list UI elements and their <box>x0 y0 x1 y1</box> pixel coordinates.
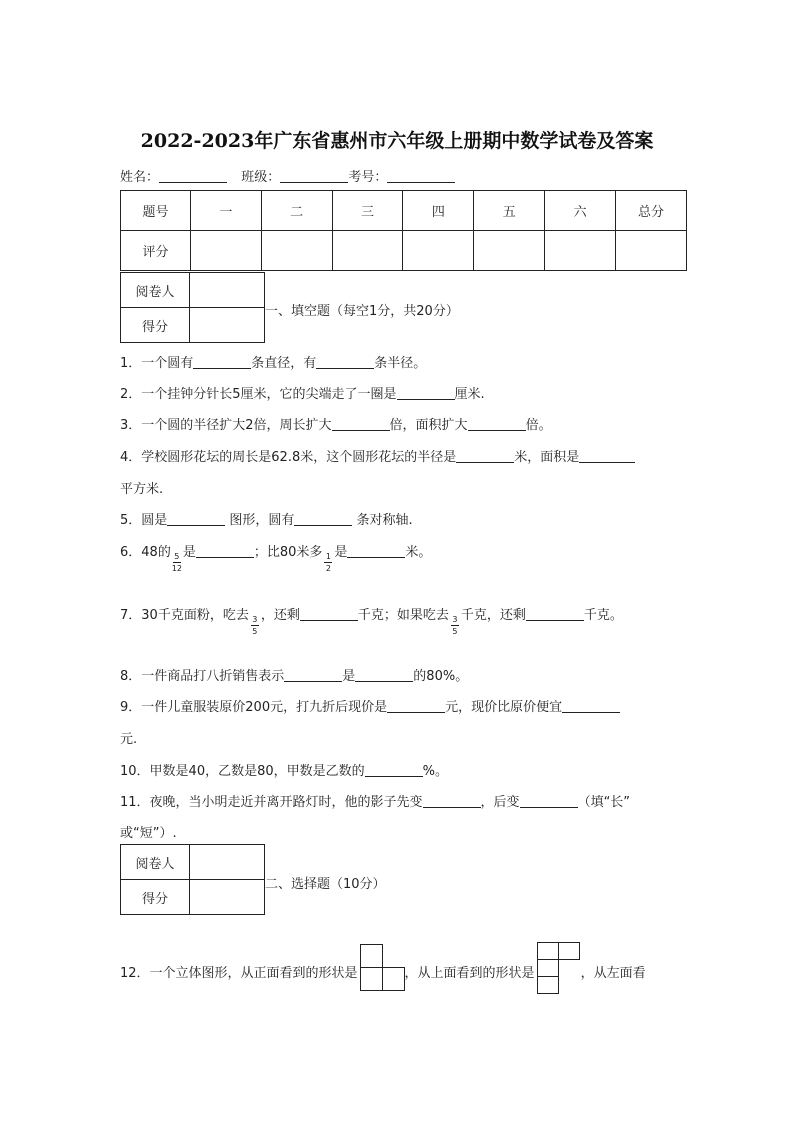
question-text: （填“长” <box>577 795 631 810</box>
answer-blank[interactable] <box>347 544 405 558</box>
name-blank[interactable] <box>159 168 227 183</box>
question-8 <box>120 665 468 684</box>
question-text: %。 <box>422 764 448 779</box>
score-cell[interactable] <box>403 231 474 271</box>
page-title: 2022-2023年广东省惠州市六年级上册期中数学试卷及答案 <box>140 130 654 152</box>
question-2 <box>120 383 485 402</box>
score-header-cell: 四 <box>403 191 474 231</box>
score-table-header-row <box>121 191 687 231</box>
question-text: 是 <box>182 545 196 560</box>
score-header-cell: 二 <box>261 191 332 231</box>
question-text: ，从左面看 <box>580 966 646 981</box>
fraction-part <box>251 625 259 626</box>
question-text: 4．学校圆形花坛的周长是62.8米，这个圆形花坛的半径是 <box>120 450 457 465</box>
score-header-cell: 一 <box>190 191 261 231</box>
question-text: 米，面积是 <box>514 450 580 465</box>
answer-blank[interactable] <box>579 449 635 463</box>
question-6 <box>120 541 432 573</box>
question-text: 1．一个圆有 <box>120 356 194 371</box>
section-title-fill-blank: 一、填空题（每空1分，共20分） <box>265 304 459 319</box>
score-value-cell[interactable] <box>190 308 265 343</box>
question-text: ，还剩 <box>260 608 300 623</box>
class-blank[interactable] <box>280 168 348 183</box>
answer-blank[interactable] <box>284 668 342 682</box>
shape-square <box>360 944 383 968</box>
fraction-part <box>173 562 181 563</box>
question-5 <box>120 509 413 528</box>
score-cell[interactable] <box>616 231 687 271</box>
question-9-continued <box>120 728 137 747</box>
answer-blank[interactable] <box>193 355 251 369</box>
question-text: 厘米. <box>454 387 485 402</box>
answer-blank[interactable] <box>562 699 620 713</box>
front-view-shape <box>358 941 405 993</box>
fraction <box>171 544 183 573</box>
question-1 <box>120 352 426 371</box>
question-text: 倍。 <box>525 418 552 433</box>
answer-blank[interactable] <box>294 512 352 526</box>
fraction-part: 1 <box>325 552 331 561</box>
question-text: ，从上面看到的形状是 <box>404 966 535 981</box>
answer-blank[interactable] <box>397 386 455 400</box>
reviewer-cell[interactable] <box>190 273 265 308</box>
shape-square <box>537 942 559 960</box>
question-12 <box>120 939 646 993</box>
question-text: 元. <box>120 732 138 747</box>
reviewer-cell[interactable] <box>190 845 265 880</box>
question-text: 条对称轴. <box>352 513 413 528</box>
score-table <box>120 190 687 271</box>
student-info <box>120 166 455 185</box>
question-11-continued <box>120 822 177 841</box>
score-header-cell: 题号 <box>121 191 191 231</box>
question-text: 条直径，有 <box>251 356 317 371</box>
answer-blank[interactable] <box>332 417 390 431</box>
answer-blank[interactable] <box>316 355 374 369</box>
question-11 <box>120 791 630 810</box>
question-text: 或“短”）. <box>120 826 177 841</box>
score-header-cell: 五 <box>474 191 545 231</box>
answer-blank[interactable] <box>520 794 578 808</box>
shape-square <box>558 942 580 960</box>
exam-number-label: 考号： <box>348 170 388 185</box>
question-text: 米。 <box>405 545 432 560</box>
score-header-cell: 三 <box>332 191 403 231</box>
score-cell[interactable] <box>474 231 545 271</box>
question-7 <box>120 604 623 636</box>
answer-blank[interactable] <box>167 512 225 526</box>
question-9 <box>120 696 620 715</box>
question-text: 元，现价比原价便宜 <box>445 700 563 715</box>
question-text: 千克。 <box>583 608 623 623</box>
answer-blank[interactable] <box>456 449 514 463</box>
score-cell[interactable] <box>261 231 332 271</box>
question-text: 是 <box>342 669 356 684</box>
question-text: ；比80米多 <box>253 545 323 560</box>
fraction-part: 5 <box>252 627 258 636</box>
reviewer-label: 阅卷人 <box>121 845 190 880</box>
answer-blank[interactable] <box>365 763 423 777</box>
grader-box <box>120 272 265 343</box>
exam-number-blank[interactable] <box>387 168 455 183</box>
grader-box <box>120 844 265 915</box>
question-text: 图形，圆有 <box>225 513 295 528</box>
shape-square <box>360 967 383 991</box>
question-text: 12．一个立体图形，从正面看到的形状是 <box>120 966 358 981</box>
section-title-choice: 二、选择题（10分） <box>265 877 386 892</box>
answer-blank[interactable] <box>387 699 445 713</box>
class-label: 班级： <box>241 170 281 185</box>
question-text: 10．甲数是40，乙数是80，甲数是乙数的 <box>120 764 365 779</box>
fraction-part: 2 <box>325 564 331 573</box>
reviewer-label: 阅卷人 <box>121 273 190 308</box>
question-4-continued <box>120 478 163 497</box>
answer-blank[interactable] <box>355 668 413 682</box>
answer-blank[interactable] <box>526 607 584 621</box>
answer-blank[interactable] <box>300 607 358 621</box>
question-text: 千克，还剩 <box>460 608 526 623</box>
question-text: 3．一个圆的半径扩大2倍，周长扩大 <box>120 418 332 433</box>
score-value-cell[interactable] <box>190 880 265 915</box>
fraction-part: 3 <box>252 615 258 624</box>
fraction-part: 5 <box>174 552 180 561</box>
question-text: 平方米. <box>120 482 164 497</box>
fraction-part: 12 <box>171 564 182 573</box>
fraction-part: 5 <box>452 627 458 636</box>
question-text: 6．48的 <box>120 545 171 560</box>
question-text: 是 <box>334 545 348 560</box>
score-cell[interactable] <box>332 231 403 271</box>
shape-square <box>537 976 559 994</box>
top-view-shape <box>535 939 581 993</box>
shape-square <box>382 967 405 991</box>
score-row-label: 评分 <box>121 231 191 271</box>
score-label: 得分 <box>121 308 190 343</box>
answer-blank[interactable] <box>196 544 254 558</box>
shape-square <box>537 959 559 977</box>
score-cell[interactable] <box>545 231 616 271</box>
score-label: 得分 <box>121 880 190 915</box>
name-label: 姓名： <box>120 170 160 185</box>
answer-blank[interactable] <box>423 794 481 808</box>
question-10 <box>120 760 448 779</box>
score-table-score-row <box>121 231 687 271</box>
score-cell[interactable] <box>190 231 261 271</box>
fraction-part <box>324 562 332 563</box>
question-text: 条半径。 <box>374 356 427 371</box>
question-text: 倍，面积扩大 <box>389 418 468 433</box>
score-header-cell: 总分 <box>616 191 687 231</box>
fraction-part <box>451 625 459 626</box>
question-text: 8．一件商品打八折销售表示 <box>120 669 285 684</box>
fraction <box>449 607 461 636</box>
answer-blank[interactable] <box>468 417 526 431</box>
question-text: 千克；如果吃去 <box>357 608 449 623</box>
question-text: 的80%。 <box>413 669 469 684</box>
question-text: 2．一个挂钟分针长5厘米，它的尖端走了一圈是 <box>120 387 397 402</box>
fraction-part: 3 <box>452 615 458 624</box>
question-text: 7．30千克面粉，吃去 <box>120 608 249 623</box>
question-4 <box>120 446 635 465</box>
question-text: 9．一件儿童服装原价200元，打九折后现价是 <box>120 700 388 715</box>
score-header-cell: 六 <box>545 191 616 231</box>
question-text: ，后变 <box>480 795 520 810</box>
question-text: 11．夜晚，当小明走近并离开路灯时，他的影子先变 <box>120 795 423 810</box>
fraction <box>249 607 261 636</box>
fraction <box>322 544 334 573</box>
question-3 <box>120 414 552 433</box>
question-text: 5．圆是 <box>120 513 168 528</box>
